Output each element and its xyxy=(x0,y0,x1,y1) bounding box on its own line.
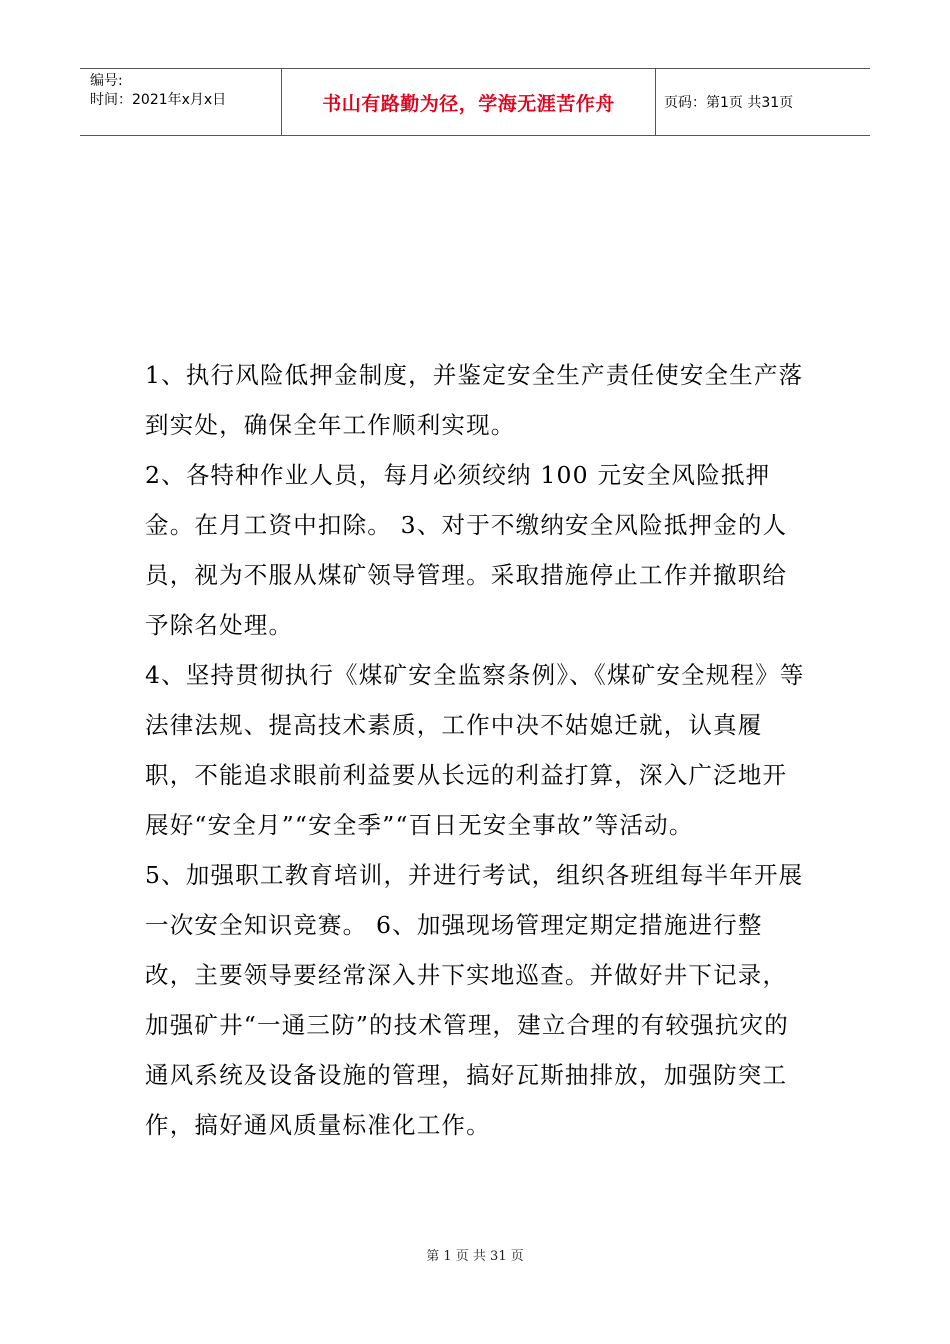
paragraph-3: 4、坚持贯彻执行《煤矿安全监察条例》、《煤矿安全规程》等法律法规、提高技术素质，工作中决不姑媳迁就，认真履职，不能追求眼前利益要从长远的利益打算，深入广泛地开展好“安全月”“安全季”“百日无安全事故”等活动。 xyxy=(145,661,805,839)
date-line: 时间：2021年x月x日 xyxy=(90,92,227,108)
header-motto-cell xyxy=(282,69,656,135)
page-footer xyxy=(0,1245,950,1264)
motto-text: 书山有路勤为径，学海无涯苦作舟 xyxy=(322,92,615,115)
document-body xyxy=(145,350,805,1150)
header-meta-cell xyxy=(80,69,282,135)
footer-page-number: 第 1 页 共 31 页 xyxy=(426,1249,524,1264)
document-header xyxy=(80,68,870,136)
paragraph-1: 1、执行风险低押金制度，并鉴定安全生产责任使安全生产落到实处，确保全年工作顺利实现。 xyxy=(145,361,804,439)
paragraph-4: 5、加强职工教育培训，并进行考试，组织各班组每半年开展一次安全知识竞赛。 6、加强现场管理定期定措施进行整改，主要领导要经常深入井下实地巡查。并做好井下记录，加强矿井“一通三防”的技术管理，建立合理的有较强抗灾的通风系统及设备设施的管理，搞好瓦斯抽排放，加强防突工作，搞好通风质量标准化工作。 xyxy=(145,861,804,1139)
serial-number-label: 编号: xyxy=(90,73,123,89)
header-page-cell xyxy=(656,69,870,135)
header-page-info: 页码：第1页 共31页 xyxy=(664,95,794,111)
paragraph-2: 2、各特种作业人员，每月必须绞纳 100 元安全风险抵押金。在月工资中扣除。 3、对于不缴纳安全风险抵押金的人员，视为不服从煤矿领导管理。采取措施停止工作并撤职给予除名处理。 xyxy=(145,461,788,639)
